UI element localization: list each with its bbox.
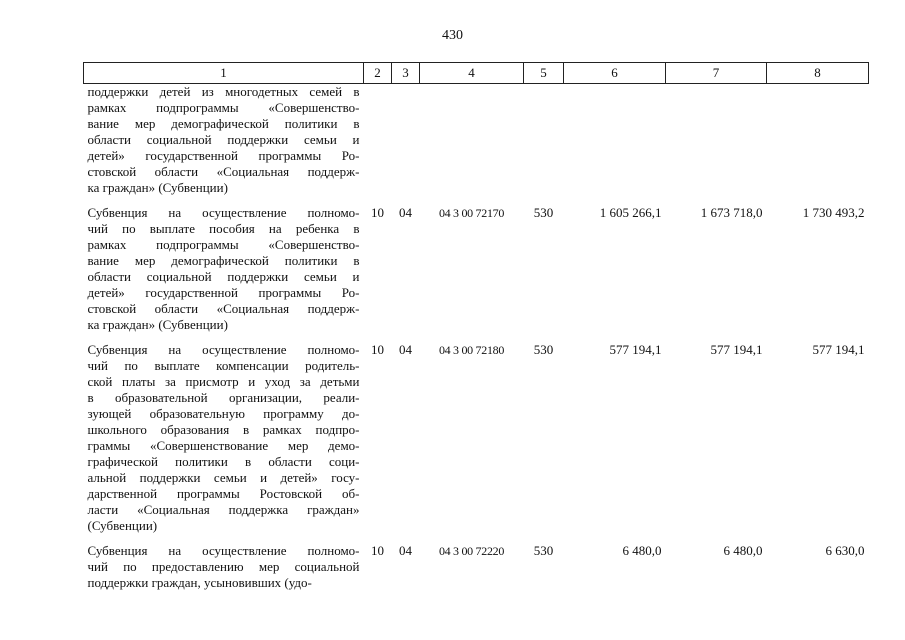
amount-column-7: 6 480,0 <box>723 543 763 558</box>
expense-type-code: 530 <box>533 205 554 220</box>
description-line: поддержки детей из многодетных семей в <box>87 84 360 99</box>
description-line: в образовательной организации, реали- <box>87 390 360 405</box>
expense-type-code: 530 <box>533 342 554 357</box>
description-line: стовской области «Социальная поддерж- <box>87 301 360 316</box>
amount-column-8: 577 194,1 <box>812 342 865 357</box>
amount-column-8 <box>767 84 869 206</box>
description-line: ской платы за присмотр и уход за детьми <box>87 374 360 389</box>
description-line: детей» государственной программы Ро- <box>87 285 360 300</box>
row-description <box>84 543 364 600</box>
description-line: области социальной поддержки семьи и <box>87 269 360 284</box>
amount-column-6: 1 605 266,1 <box>599 205 662 220</box>
section-code: 10 <box>371 543 384 558</box>
subsection-code <box>392 84 420 206</box>
subsection-code: 04 <box>399 543 412 558</box>
subsection-code: 04 <box>399 342 412 357</box>
expense-type-code: 530 <box>533 543 554 558</box>
expense-type-code <box>524 84 564 206</box>
amount-column-6: 6 480,0 <box>622 543 662 558</box>
column-header-5: 5 <box>524 63 564 84</box>
column-header-6: 6 <box>564 63 666 84</box>
description-line: поддержки граждан, усыновивших (удо- <box>87 575 312 590</box>
description-line: чий по выплате компенсации родитель- <box>87 358 360 373</box>
description-line: ка граждан» (Субвенции) <box>87 317 228 332</box>
section-code <box>364 84 392 206</box>
table-row <box>84 205 869 342</box>
description-line: Субвенция на осуществление полномо- <box>87 205 360 220</box>
column-header-1: 1 <box>84 63 364 84</box>
amount-column-8: 6 630,0 <box>825 543 865 558</box>
column-header-8: 8 <box>767 63 869 84</box>
amount-column-7 <box>666 84 767 206</box>
amount-column-6 <box>564 84 666 206</box>
description-line: ка граждан» (Субвенции) <box>87 180 228 195</box>
description-line: зующей образовательную программу до- <box>87 406 360 421</box>
description-line: чий по выплате пособия на ребенка в <box>87 221 360 236</box>
description-line: Субвенция на осуществление полномо- <box>87 342 360 357</box>
row-description <box>84 342 364 543</box>
table-row <box>84 84 869 206</box>
description-line: вание мер демографической политики в <box>87 253 360 268</box>
section-code: 10 <box>371 205 384 220</box>
description-line: рамках подпрограммы «Совершенство- <box>87 100 360 115</box>
description-line: рамках подпрограммы «Совершенство- <box>87 237 360 252</box>
amount-column-8: 1 730 493,2 <box>802 205 865 220</box>
target-article-code: 04 3 00 72180 <box>438 343 505 357</box>
amount-column-6: 577 194,1 <box>609 342 662 357</box>
description-line: ласти «Социальная поддержка граждан» <box>87 502 360 517</box>
page-number: 430 <box>442 28 463 43</box>
table-row <box>84 543 869 600</box>
description-line: чий по предоставлению мер социальной <box>87 559 360 574</box>
budget-table <box>83 62 869 600</box>
column-header-3: 3 <box>392 63 420 84</box>
description-line: графической политики в области соци- <box>87 454 360 469</box>
amount-column-7: 1 673 718,0 <box>700 205 763 220</box>
column-header-7: 7 <box>666 63 767 84</box>
description-line: области социальной поддержки семьи и <box>87 132 360 147</box>
target-article-code: 04 3 00 72220 <box>438 544 505 558</box>
description-line: дарственной программы Ростовской об- <box>87 486 360 501</box>
description-line: (Субвенции) <box>87 518 158 533</box>
subsection-code: 04 <box>399 205 412 220</box>
row-description <box>84 205 364 342</box>
column-header-4: 4 <box>420 63 524 84</box>
description-line: граммы «Совершенствование мер демо- <box>87 438 360 453</box>
description-line: альной поддержки семьи и детей» госу- <box>87 470 360 485</box>
description-line: вание мер демографической политики в <box>87 116 360 131</box>
table-row <box>84 342 869 543</box>
description-line: Субвенция на осуществление полномо- <box>87 543 360 558</box>
amount-column-7: 577 194,1 <box>710 342 763 357</box>
description-line: детей» государственной программы Ро- <box>87 148 360 163</box>
table-header-row <box>84 63 869 84</box>
column-header-2: 2 <box>364 63 392 84</box>
description-line: школьного образования в рамках подпро- <box>87 422 360 437</box>
description-line: стовской области «Социальная поддерж- <box>87 164 360 179</box>
section-code: 10 <box>371 342 384 357</box>
target-article-code <box>420 84 524 206</box>
row-description <box>84 84 364 206</box>
target-article-code: 04 3 00 72170 <box>438 206 505 220</box>
